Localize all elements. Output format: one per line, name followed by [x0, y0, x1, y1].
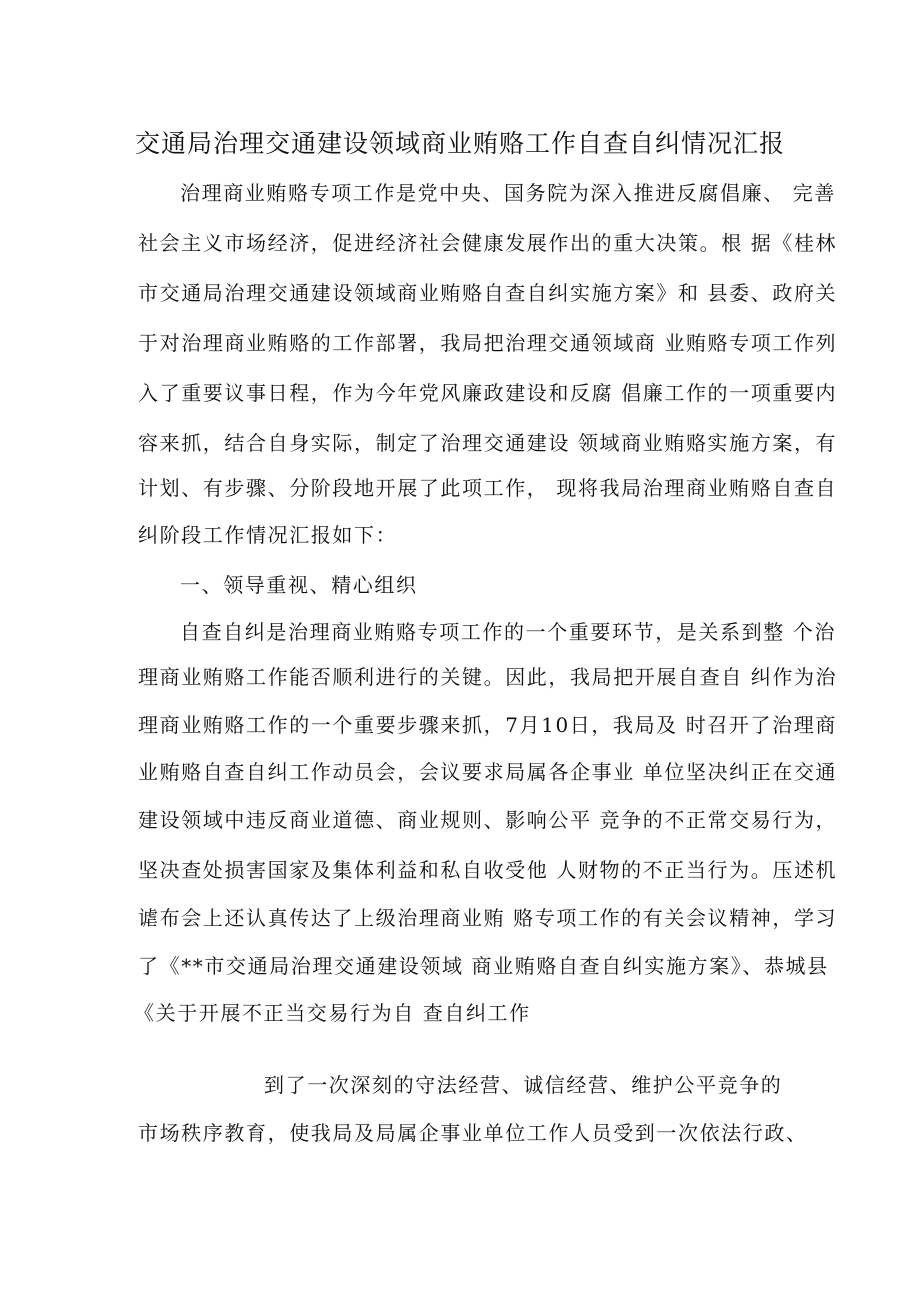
paragraph-2-line-9: 《关于开展不正当交易行为自 查自纠工作	[134, 1001, 531, 1025]
paragraph-2-line-1: 自查自纠是治理商业贿赂专项工作的一个重要环节，是关系到整 个治	[180, 620, 836, 644]
paragraph-1-line-2: 社会主义市场经济，促进经济社会健康发展作出的重大决策。根 据《桂林	[138, 231, 838, 255]
paragraph-2-line-4: 业贿赂自查自纠工作动员会，会议要求局属各企事业 单位坚决纠正在交通	[138, 760, 838, 784]
paragraph-1-line-4: 于对治理商业贿赂的工作部署，我局把治理交通领域商 业贿赂专项工作列	[138, 331, 838, 355]
paragraph-1-line-6: 容来抓，结合自身实际，制定了治理交通建设 领域商业贿赂实施方案，有	[138, 431, 838, 455]
paragraph-2-line-3: 理商业贿赂工作的一个重要步骤来抓，7月10日，我局及 时召开了治理商	[138, 713, 837, 737]
paragraph-2-line-5: 建设领域中违反商业道德、商业规则、影响公平 竞争的不正常交易行为，	[138, 808, 838, 832]
paragraph-2-line-7: 谑布会上还认真传达了上级治理商业贿 赂专项工作的有关会议精神，学习	[138, 906, 838, 930]
paragraph-2-line-2: 理商业贿赂工作能否顺利进行的关键。因此，我局把开展自查自 纠作为治	[138, 665, 838, 689]
paragraph-1-line-5: 入了重要议事日程，作为今年党风廉政建设和反腐 倡廉工作的一项重要内	[138, 381, 838, 405]
paragraph-3-line-1: 到了一次深刻的守法经营、诚信经营、维护公平竞争的	[264, 1073, 783, 1097]
paragraph-2-line-6: 坚决查处损害国家及集体利益和私自收受他 人财物的不正当行为。压述机	[138, 858, 838, 882]
paragraph-2-line-8: 了《**市交通局治理交通建设领域 商业贿赂自查自纠实施方案》、恭城县	[138, 954, 829, 978]
paragraph-1-line-8: 纠阶段工作情况汇报如下：	[138, 523, 398, 547]
paragraph-3-line-2: 市场秩序教育，使我局及局属企事业单位工作人员受到一次依法行政、	[138, 1121, 808, 1145]
section-heading-1: 一、领导重视、精心组织	[180, 573, 418, 597]
document-title: 交通局治理交通建设领域商业贿赂工作自查自纠情况汇报	[134, 129, 785, 158]
paragraph-1-line-7: 计划、有步骤、分阶段地开展了此项工作， 现将我局治理商业贿赂自查自	[138, 476, 838, 500]
paragraph-1-line-3: 市交通局治理交通建设领域商业贿赂自查自纠实施方案》和 县委、政府关	[138, 281, 838, 305]
paragraph-1-line-1: 治理商业贿赂专项工作是党中央、国务院为深入推进反腐倡廉、 完善	[180, 181, 836, 205]
